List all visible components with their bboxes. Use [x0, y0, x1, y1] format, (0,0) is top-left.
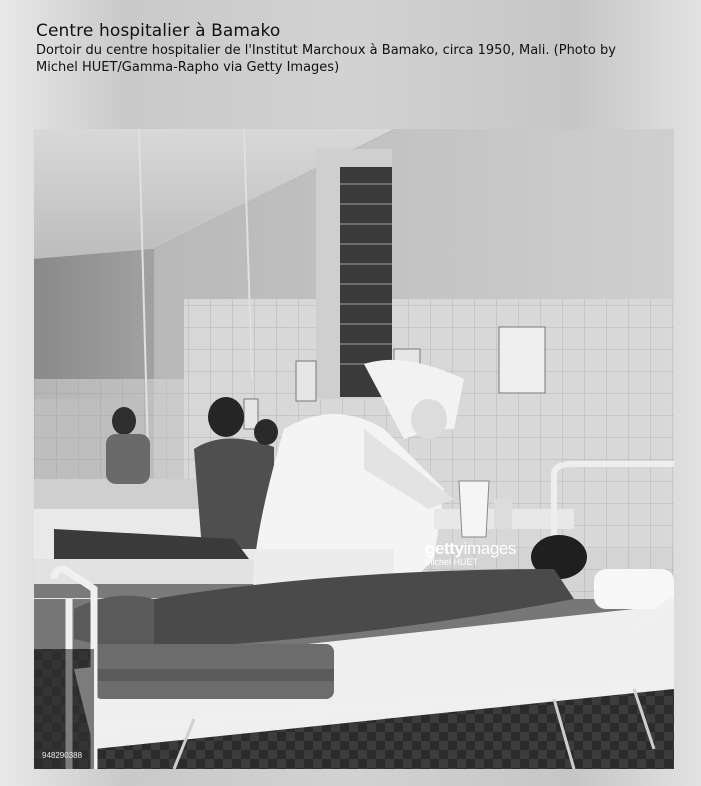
photo-caption: Dortoir du centre hospitalier de l'Institut Marchoux à Bamako, circa 1950, Mali. (Photo by Michel HUET/Gamma-Rapho via Getty Images) [36, 43, 616, 75]
page-title: Centre hospitalier à Bamako [36, 21, 281, 42]
watermark-credit: Michel HUET [425, 557, 479, 567]
photo-illustration [34, 129, 674, 769]
watermark-brand-bold: getty [425, 539, 464, 558]
getty-images-watermark [425, 539, 516, 567]
image-number: 948290388 [42, 751, 83, 760]
hospital-ward-photo[interactable] [34, 129, 674, 769]
watermark-brand-thin: images [463, 539, 517, 558]
